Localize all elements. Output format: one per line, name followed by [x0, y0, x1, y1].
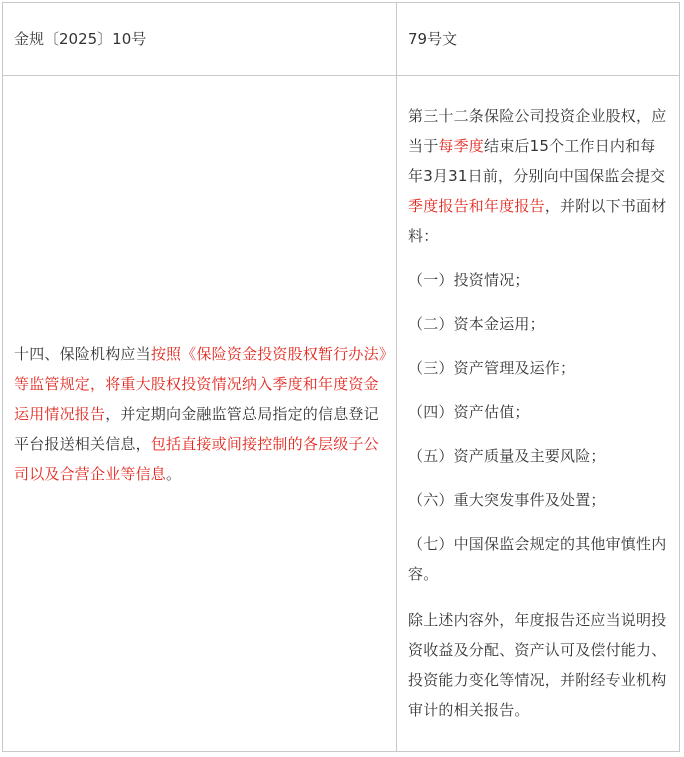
list-item: （一）投资情况；: [408, 271, 530, 289]
list-item: （七）中国保监会规定的其他审慎性内容。: [408, 535, 667, 583]
body-row: [3, 76, 680, 752]
comparison-table: [2, 2, 680, 752]
header-row: [3, 3, 680, 76]
left-highlight-2: 包括直接或间接控制的各层级子公司以及合营企业等信息: [14, 434, 379, 483]
header-cell-left: [3, 3, 397, 76]
right-content: [408, 76, 667, 725]
left-text-2: ，并定期向金融监管总局指定的信息登记平台报送相关信息，: [14, 404, 379, 453]
left-highlight-1: 按照《保险资金投资股权暂行办法》等监管规定，将重大股权投资情况纳入季度和年度资金运用情况报告: [14, 344, 387, 423]
left-paragraph: [14, 339, 388, 489]
left-text-3: 。: [166, 464, 182, 483]
closing-paragraph: 除上述内容外，年度报告还应当说明投资收益及分配、资产认可及偿付能力、投资能力变化等情况，并附经专业机构审计的相关报告。: [408, 611, 667, 719]
list-item: （六）重大突发事件及处置；: [408, 491, 606, 509]
list-item: （二）资本金运用；: [408, 315, 545, 333]
header-left-label: 金规〔2025〕10号: [14, 30, 147, 48]
article-text-c: ，并附以下书面材料：: [408, 197, 667, 245]
header-cell-right: [397, 3, 680, 76]
list-item: （三）资产管理及运作；: [408, 359, 576, 377]
article-highlight-2: 季度报告和年度报告: [408, 197, 545, 215]
header-right-label: 79号文: [408, 30, 458, 48]
list-item: （四）资产估值；: [408, 403, 530, 421]
article-text-b: 结束后15个工作日内和每年3月31日前，分别向中国保监会提交: [408, 137, 666, 185]
article-paragraph: [408, 101, 667, 251]
left-content-cell: [3, 76, 397, 752]
article-highlight-1: 每季度: [438, 137, 485, 155]
list-item: （五）资产质量及主要风险；: [408, 447, 606, 465]
right-content-cell: [397, 76, 680, 752]
left-text-1: 十四、保险机构应当: [14, 344, 151, 363]
article-text-a: 第三十二条保险公司投资企业股权，应当于: [408, 107, 667, 155]
